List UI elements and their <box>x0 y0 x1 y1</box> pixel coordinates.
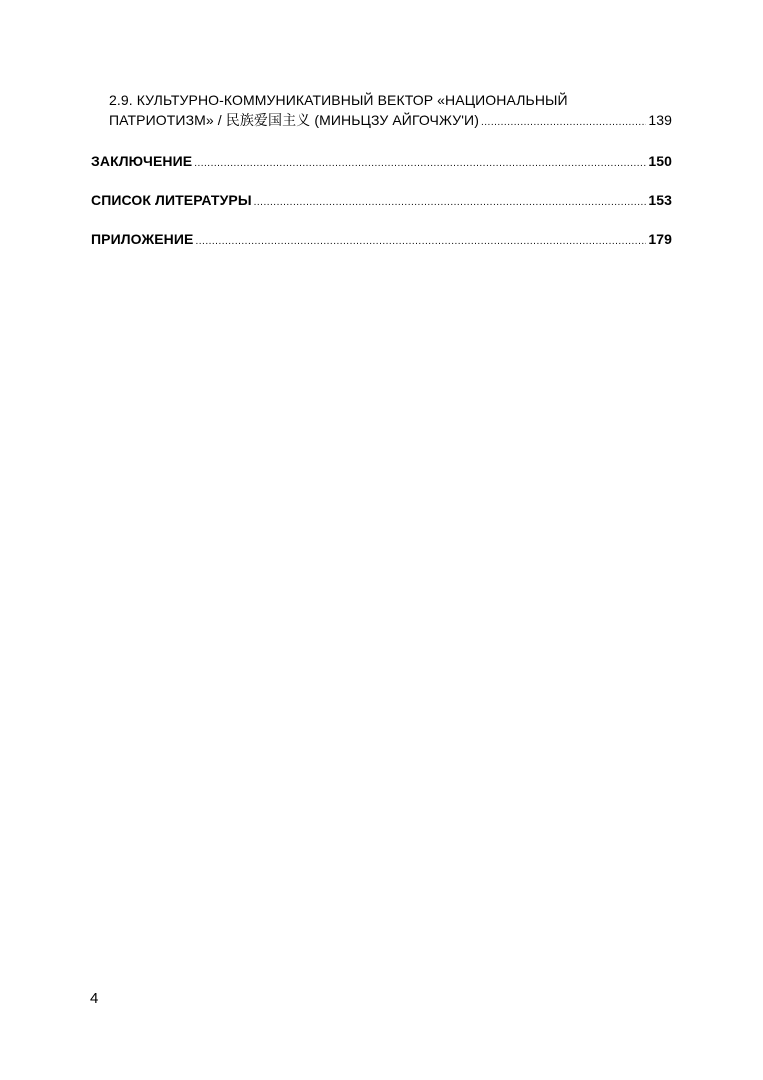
toc-entry-2-9[interactable] <box>91 90 672 133</box>
toc-entry-title-line2: ПАТРИОТИЗМ» / 民族爱国主义 (МИНЬЦЗУ АЙГОЧЖУ'И) <box>109 112 479 128</box>
table-of-contents <box>91 90 672 252</box>
toc-leader-dots <box>196 232 647 252</box>
toc-entry-page-number: 150 <box>648 153 672 169</box>
toc-entry-appendix[interactable] <box>91 229 672 252</box>
toc-leader-dots <box>194 154 646 174</box>
toc-leader-dots <box>254 193 647 213</box>
toc-entry-title: ЗАКЛЮЧЕНИЕ <box>91 153 193 169</box>
toc-entry-title: ПРИЛОЖЕНИЕ <box>91 231 194 247</box>
toc-entry-bibliography[interactable] <box>91 190 672 213</box>
toc-entry-conclusion[interactable] <box>91 151 672 174</box>
toc-entry-title: СПИСОК ЛИТЕРАТУРЫ <box>91 192 252 208</box>
page-number: 4 <box>90 990 99 1007</box>
toc-entry-page-number: 179 <box>648 231 672 247</box>
toc-entry-page-number: 139 <box>648 112 672 128</box>
toc-entry-page-number: 153 <box>648 192 672 208</box>
toc-leader-dots <box>481 113 646 133</box>
toc-entry-title-line2-row <box>109 110 672 133</box>
toc-entry-title-line1: 2.9. КУЛЬТУРНО-КОММУНИКАТИВНЫЙ ВЕКТОР «НАЦИОНАЛЬНЫЙ <box>109 92 568 108</box>
